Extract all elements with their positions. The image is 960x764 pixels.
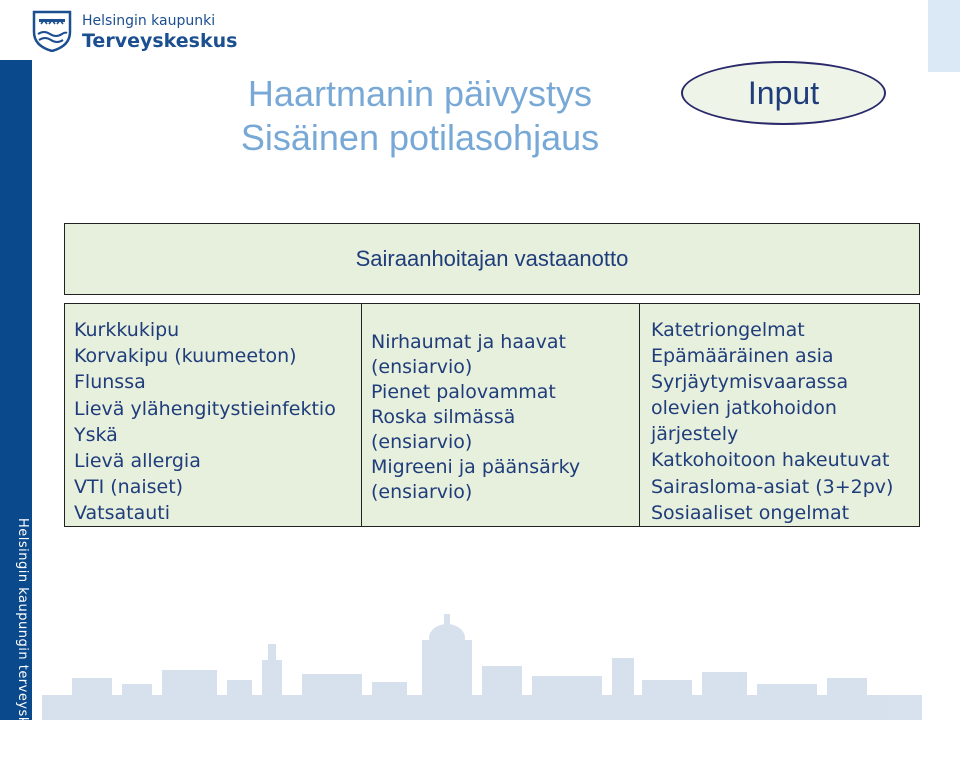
nurse-reception-box: Sairaanhoitajan vastaanotto <box>64 223 920 295</box>
logo-line2: Terveyskeskus <box>82 30 238 52</box>
column-1-list <box>74 317 336 527</box>
sidebar-band <box>0 60 32 764</box>
list-item: Sairasloma-asiat (3+2pv) <box>651 475 894 498</box>
list-item: VTI (naiset) <box>74 476 184 499</box>
list-item: Katkohoitoon hakeutuvat <box>651 449 890 472</box>
list-item: Migreeni ja päänsärky <box>371 456 581 478</box>
title-line2: Sisäinen potilasohjaus <box>240 117 600 158</box>
title-line1: Haartmanin päivystys <box>247 73 593 114</box>
list-item: (ensiarvio) <box>371 481 473 503</box>
helsinki-crest-icon <box>30 10 74 52</box>
list-item: Korvakipu (kuumeeton) <box>74 345 297 368</box>
sidebar-text: Helsingin kaupungin terveyskeskus <box>15 518 30 764</box>
list-item: järjestely <box>651 423 739 446</box>
list-item: Nirhaumat ja haavat <box>371 331 566 353</box>
list-item: Roska silmässä <box>371 406 516 428</box>
column-2 <box>361 304 639 526</box>
logo-line1: Helsingin kaupunki <box>82 13 216 29</box>
list-item: Lievä allergia <box>74 450 201 473</box>
column-3-list <box>651 317 893 526</box>
column-2-list <box>371 330 580 505</box>
list-item: Flunssa <box>74 371 146 394</box>
list-item: Katetriongelmat <box>651 319 805 341</box>
list-item: (ensiarvio) <box>371 431 473 453</box>
list-item: (ensiarvio) <box>371 356 473 378</box>
column-3 <box>639 304 919 526</box>
list-item: Lievä ylähengitystieinfektio <box>74 397 336 420</box>
input-badge: Input <box>681 61 886 125</box>
list-item: Syrjäytymisvaarassa <box>651 371 849 394</box>
column-1 <box>65 304 361 526</box>
list-item: olevien jatkohoidon <box>651 397 837 420</box>
list-item: Kurkkukipu <box>74 319 180 341</box>
list-item: Vatsatauti <box>74 502 171 525</box>
city-skyline-watermark <box>32 600 932 720</box>
list-item: Pienet palovammat <box>371 381 556 403</box>
list-item: Sosiaaliset ongelmat <box>651 501 850 524</box>
triage-table <box>64 303 920 527</box>
list-item: Yskä <box>74 423 118 446</box>
list-item: Epämääräinen asia <box>651 345 834 368</box>
page-title <box>170 72 670 160</box>
corner-decoration <box>928 0 960 72</box>
